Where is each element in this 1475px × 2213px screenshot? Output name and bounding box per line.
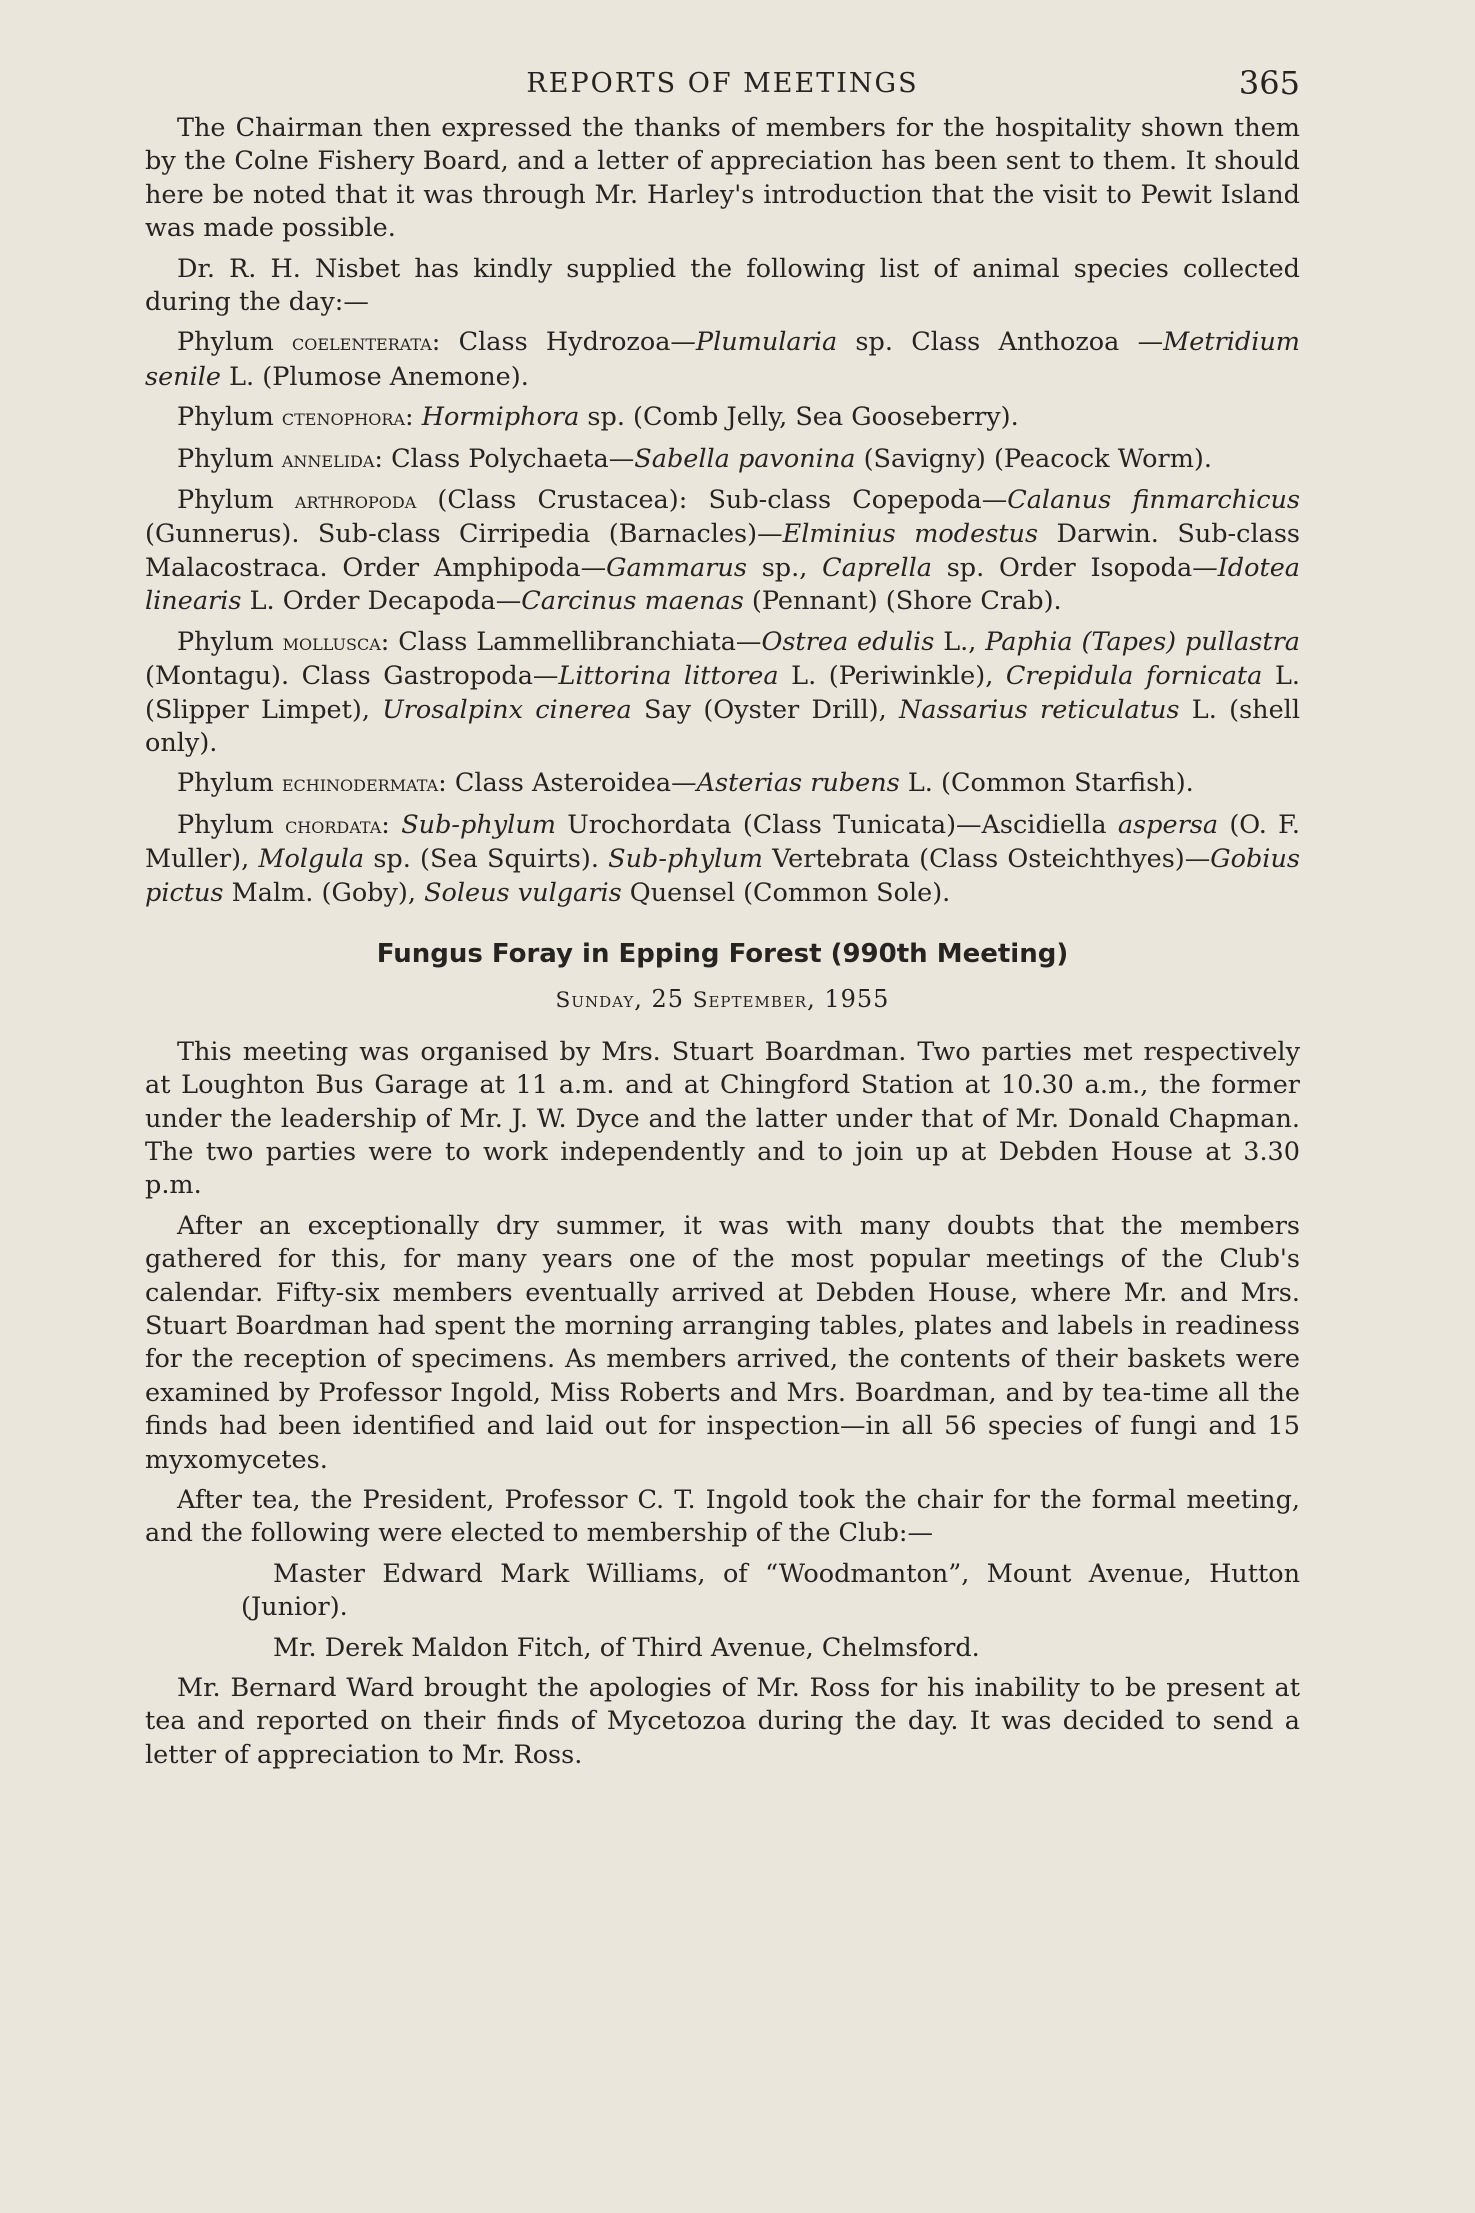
date-year: , 1955 (807, 985, 890, 1014)
phylum-text: (Class Crustacea): Sub-class Copepoda— (416, 485, 1008, 516)
phylum-name: ctenophora (281, 405, 406, 432)
species-name: Urosalpinx cinerea (382, 694, 632, 725)
phylum-text: Phylum (177, 327, 292, 358)
phylum-mollusca (145, 626, 1300, 761)
phylum-name: mollusca (282, 629, 381, 656)
running-head (145, 64, 1300, 112)
member-entry: Mr. Derek Maldon Fitch, of Third Avenue, Chelmsford. (273, 1632, 980, 1663)
phylum-text: Phylum (177, 485, 295, 516)
species-name: Nassarius reticulatus (898, 694, 1180, 725)
phylum-text: (Savigny) (Peacock Worm). (855, 443, 1212, 474)
phylum-text: L. (shell only). (145, 694, 1300, 758)
phylum-text: : Class Hydrozoa— (431, 327, 696, 358)
species-name: Littorina littorea (558, 661, 779, 692)
phylum-text: : Class Lammellibranchiata— (380, 626, 762, 657)
phylum-text: L. (Slipper Limpet), (145, 661, 1300, 725)
paragraph-chairman-thanks: The Chairman then expressed the thanks of members for the hospitality shown them by the Colne Fishery Board, and a letter of appreciation has been sent to them. It should here be noted that it was through Mr. Harley's introduction that the visit to Pewit Island was made possible. (145, 113, 1300, 244)
phylum-coelenterata (145, 326, 1300, 394)
phylum-arthropoda (145, 484, 1300, 619)
phylum-text: L., (934, 626, 986, 657)
phylum-text: L. (Common Starfish). (899, 768, 1194, 799)
date-text: , 25 (634, 985, 693, 1014)
phylum-text: (Gunnerus). Sub-class Cirripedia (Barnacles)— (145, 519, 783, 550)
paragraph-species-intro: Dr. R. H. Nisbet has kindly supplied the following list of animal species collected during the day:— (145, 253, 1300, 318)
phylum-echinodermata (145, 767, 1300, 801)
phylum-text: Phylum (177, 626, 283, 657)
species-name: Metridium senile (145, 327, 1300, 392)
species-name: Soleus vulgaris (424, 877, 622, 908)
phylum-chordata (145, 809, 1300, 910)
species-name: Sub-phylum (401, 809, 556, 840)
species-name: Sub-phylum (608, 844, 763, 875)
phylum-text: Quensel (Common Sole). (621, 877, 951, 908)
paragraph-dry-summer: After an exceptionally dry summer, it was with many doubts that the members gathered for this, for many years one of the most popular meetings of the Club's calendar. Fifty-six members eventually arrived at Debden House, where Mr. and Mrs. Stuart Boardman had spent the morning arranging tables, plates and labels in readiness for the reception of specimens. As members arrived, the contents of their baskets were examined by Professor Ingold, Miss Roberts and Mrs. Boardman, and by tea-time all the finds had been identified and laid out for inspection—in all 56 species of fungi and 15 myxomycetes. (145, 1210, 1300, 1475)
phylum-text: Darwin. Sub-class Malacostraca. Order Amphipoda— (145, 519, 1300, 583)
member-entry: Master Edward Mark Williams, of “Woodmanton”, Mount Avenue, Hutton (Junior). (241, 1558, 1300, 1623)
species-name: Idotea linearis (145, 552, 1300, 617)
paragraph-apologies: Mr. Bernard Ward brought the apologies of Mr. Ross for his inability to be present at tea and reported on their finds of Mycetozoa during the day. It was decided to send a letter of appreciation to Mr. Ross. (145, 1673, 1300, 1770)
phylum-name: echinodermata (281, 771, 439, 798)
phylum-text: Say (Oyster Drill), (631, 694, 899, 725)
phylum-text: sp., (746, 552, 823, 583)
document-page (145, 64, 1300, 1779)
phylum-annelida (145, 443, 1300, 477)
phylum-text: : Class Polychaeta— (374, 443, 635, 474)
phylum-name: annelida (281, 446, 375, 473)
species-name: Carcinus maenas (521, 586, 744, 617)
species-name: Asterias rubens (696, 768, 900, 799)
phylum-name: chordata (285, 812, 382, 839)
meeting-date (145, 983, 1300, 1017)
phylum-text: (O. F. Muller), (145, 809, 1300, 875)
phylum-text: L. (Periwinkle), (778, 661, 1006, 692)
species-name: Plumularia (695, 327, 838, 358)
phylum-text: L. Order Decapoda— (241, 586, 522, 617)
paragraph-after-tea: After tea, the President, Professor C. T. Ingold took the chair for the formal meeting, and the following were elected to membership of the Club:— (145, 1485, 1300, 1549)
species-name: aspersa (1117, 809, 1219, 840)
species-name: Elminius modestus (782, 519, 1039, 550)
species-name: Calanus finmarchicus (1007, 485, 1300, 516)
phylum-text: sp. (Comb Jelly, Sea Gooseberry). (579, 402, 1019, 433)
phylum-text: Phylum (177, 809, 286, 840)
species-name: Caprella (822, 552, 932, 583)
phylum-text: (Pennant) (Shore Crab). (743, 586, 1062, 617)
species-name: Gobius pictus (145, 844, 1300, 908)
phylum-text: Urochordata (Class Tunicata)—Ascidiella (555, 809, 1118, 840)
phylum-text: : (381, 809, 402, 840)
section-heading: Fungus Foray in Epping Forest (990th Meeting) (376, 938, 1069, 969)
body-text (145, 112, 1300, 1772)
phylum-text: (Montagu). Class Gastropoda— (145, 661, 559, 692)
page-number: 365 (1238, 64, 1300, 102)
species-name: Molgula (258, 844, 365, 875)
phylum-text: Phylum (177, 768, 282, 799)
phylum-text: : (405, 402, 422, 433)
running-head-title: REPORTS OF MEETINGS (526, 68, 919, 99)
phylum-name: coelenterata (292, 330, 432, 357)
date-month: September (692, 988, 808, 1014)
species-name: Paphia (Tapes) pullastra (985, 626, 1300, 657)
date-day: Sunday (555, 988, 635, 1014)
species-name: Gammarus (606, 552, 747, 583)
species-name: Hormiphora (421, 402, 580, 433)
species-name: Crepidula fornicata (1005, 661, 1263, 692)
phylum-text: sp. Order Isopoda— (931, 552, 1218, 583)
phylum-ctenophora (145, 401, 1300, 435)
phylum-text: : Class Asteroidea— (438, 768, 697, 799)
phylum-text: sp. Class Anthozoa — (837, 327, 1164, 358)
paragraph-organisation: This meeting was organised by Mrs. Stuart Boardman. Two parties met respectively at Loughton Bus Garage at 11 a.m. and at Chingford Station at 10.30 a.m., the former under the leadership of Mr. J. W. Dyce and the latter under that of Mr. Donald Chapman. The two parties were to work independently and to join up at Debden House at 3.30 p.m. (145, 1036, 1300, 1201)
phylum-text: Vertebrata (Class Osteichthyes)— (762, 844, 1211, 875)
phylum-text: L. (Plumose Anemone). (221, 361, 529, 392)
species-name: Sabella pavonina (634, 443, 856, 474)
phylum-name: arthropoda (294, 488, 417, 515)
phylum-text: Phylum (177, 443, 282, 474)
phylum-text: Malm. (Goby), (223, 877, 425, 908)
phylum-text: sp. (Sea Squirts). (364, 844, 609, 875)
species-name: Ostrea edulis (761, 626, 935, 657)
phylum-text: Phylum (177, 402, 282, 433)
